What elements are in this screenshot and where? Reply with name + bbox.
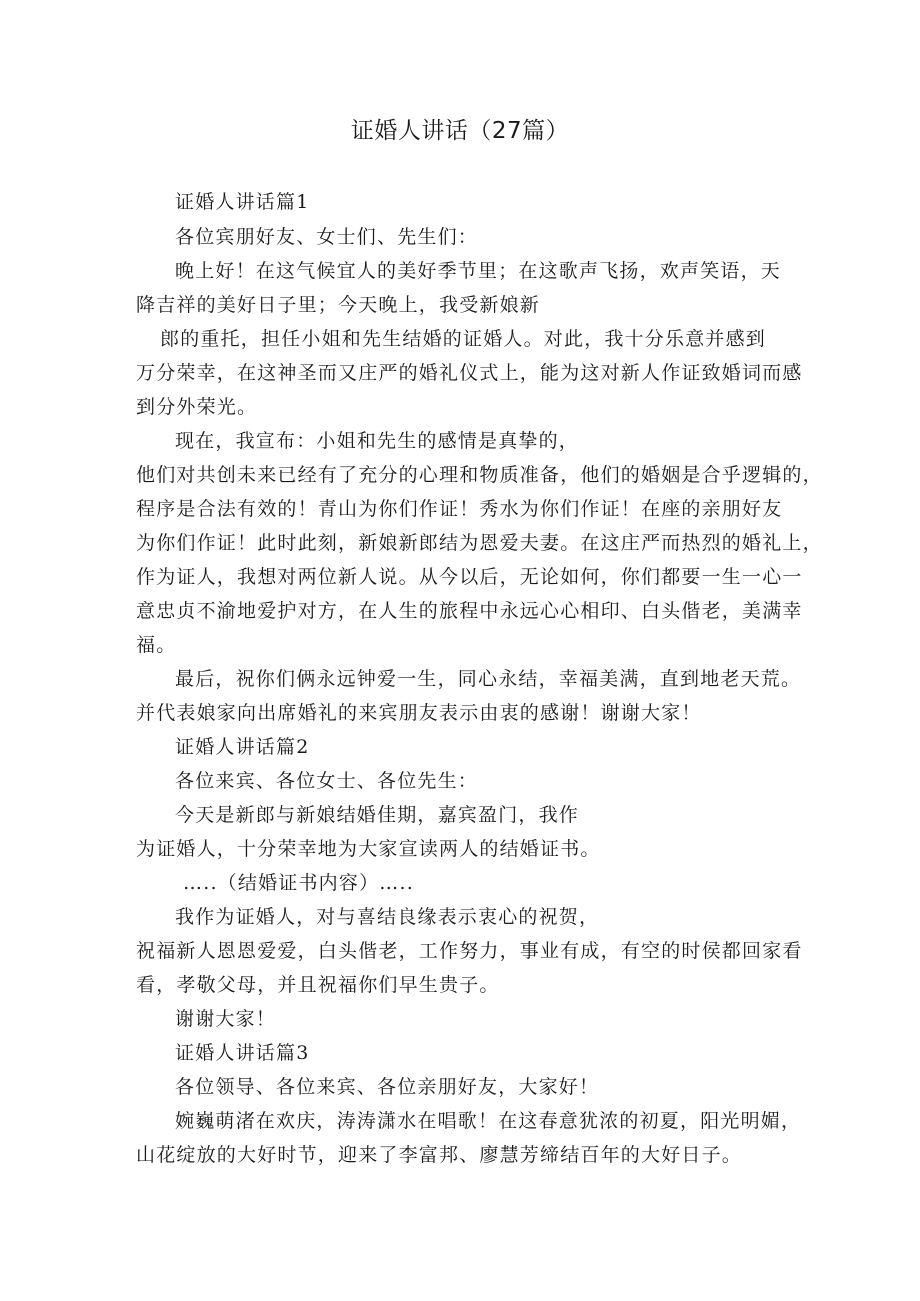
- paragraph-line: 福。: [136, 634, 177, 656]
- paragraph-line: 为你们作证！此时此刻，新娘新郎结为恩爱夫妻。在这庄严而热烈的婚礼上，: [136, 532, 823, 554]
- section-heading-1: 证婚人讲话篇1: [175, 191, 310, 213]
- paragraph-line: 各位来宾、各位女士、各位先生：: [175, 770, 479, 792]
- paragraph-line: 他们对共创未来已经有了充分的心理和物质准备，他们的婚姻是合乎逻辑的，: [136, 464, 823, 486]
- paragraph-line: 晚上好！在这气候宜人的美好季节里；在这歌声飞扬，欢声笑语，天: [175, 260, 782, 282]
- document-title: 证婚人讲话（27篇）: [350, 118, 570, 144]
- paragraph-line: 各位领导、各位来宾、各位亲朋好友，大家好！: [175, 1076, 600, 1098]
- paragraph-line: …..（结婚证书内容）…..: [183, 872, 414, 894]
- section-heading-3: 证婚人讲话篇3: [175, 1042, 310, 1064]
- paragraph-line: 看，孝敬父母，并且祝福你们早生贵子。: [136, 974, 500, 996]
- paragraph-line: 降吉祥的美好日子里；今天晚上，我受新娘新: [136, 294, 541, 316]
- paragraph-line: 各位宾朋好友、女士们、先生们：: [175, 226, 479, 248]
- paragraph-line: 婉巍萌渚在欢庆，涛涛潇水在唱歌！在这春意犹浓的初夏，阳光明媚，: [175, 1110, 802, 1132]
- paragraph-line: 今天是新郎与新娘结婚佳期，嘉宾盈门，我作: [175, 804, 580, 826]
- paragraph-line: 现在，我宣布：小姐和先生的感情是真挚的，: [175, 430, 580, 452]
- paragraph-line: 程序是合法有效的！青山为你们作证！秀水为你们作证！在座的亲朋好友: [136, 498, 783, 520]
- paragraph-line: 为证婚人，十分荣幸地为大家宣读两人的结婚证书。: [136, 838, 601, 860]
- paragraph-line: 郎的重托，担任小姐和先生结婚的证婚人。对此，我十分乐意并感到: [160, 328, 767, 350]
- paragraph-line: 意忠贞不渝地爱护对方，在人生的旅程中永远心心相印、白头偕老，美满幸: [136, 600, 803, 622]
- paragraph-line: 山花绽放的大好时节，迎来了李富邦、廖慧芳缔结百年的大好日子。: [136, 1144, 743, 1166]
- paragraph-line: 谢谢大家！: [175, 1008, 277, 1030]
- paragraph-line: 万分荣幸，在这神圣而又庄严的婚礼仪式上，能为这对新人作证致婚词而感: [136, 362, 803, 384]
- paragraph-line: 到分外荣光。: [136, 396, 258, 418]
- paragraph-line: 并代表娘家向出席婚礼的来宾朋友表示由衷的感谢！谢谢大家！: [136, 702, 702, 724]
- paragraph-line: 祝福新人恩恩爱爱，白头偕老，工作努力，事业有成，有空的时侯都回家看: [136, 940, 803, 962]
- paragraph-line: 最后，祝你们俩永远钟爱一生，同心永结，幸福美满，直到地老天荒。: [175, 668, 802, 690]
- paragraph-line: 我作为证婚人，对与喜结良缘表示衷心的祝贺，: [175, 906, 600, 928]
- section-heading-2: 证婚人讲话篇2: [175, 736, 310, 758]
- paragraph-line: 作为证人，我想对两位新人说。从今以后，无论如何，你们都要一生一心一: [136, 566, 803, 588]
